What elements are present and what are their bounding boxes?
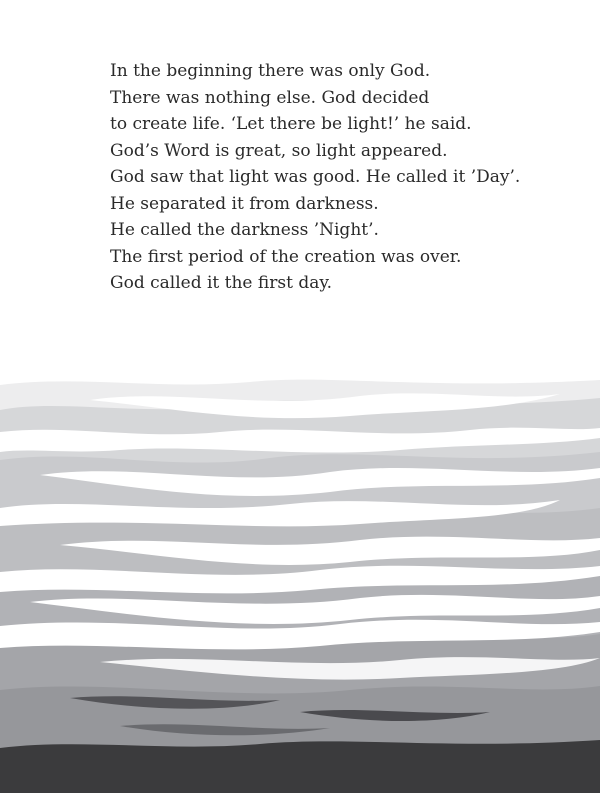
story-line: to create life. ‘Let there be light!’ he said. bbox=[110, 114, 472, 134]
story-line: He separated it from darkness. bbox=[110, 193, 379, 214]
story-line: God called it the first day. bbox=[110, 273, 333, 293]
sea-waves-illustration bbox=[0, 340, 600, 793]
story-line: The first period of the creation was over. bbox=[110, 246, 462, 267]
story-line: There was nothing else. God decided bbox=[110, 87, 430, 108]
story-line: He called the darkness ’Night’. bbox=[110, 220, 379, 240]
story-line: In the beginning there was only God. bbox=[110, 61, 431, 81]
story-line: God saw that light was good. He called it ’Day’. bbox=[110, 167, 521, 187]
story-text bbox=[110, 58, 580, 297]
dark-sea-bottom bbox=[0, 740, 600, 793]
story-line: God’s Word is great, so light appeared. bbox=[110, 140, 448, 161]
